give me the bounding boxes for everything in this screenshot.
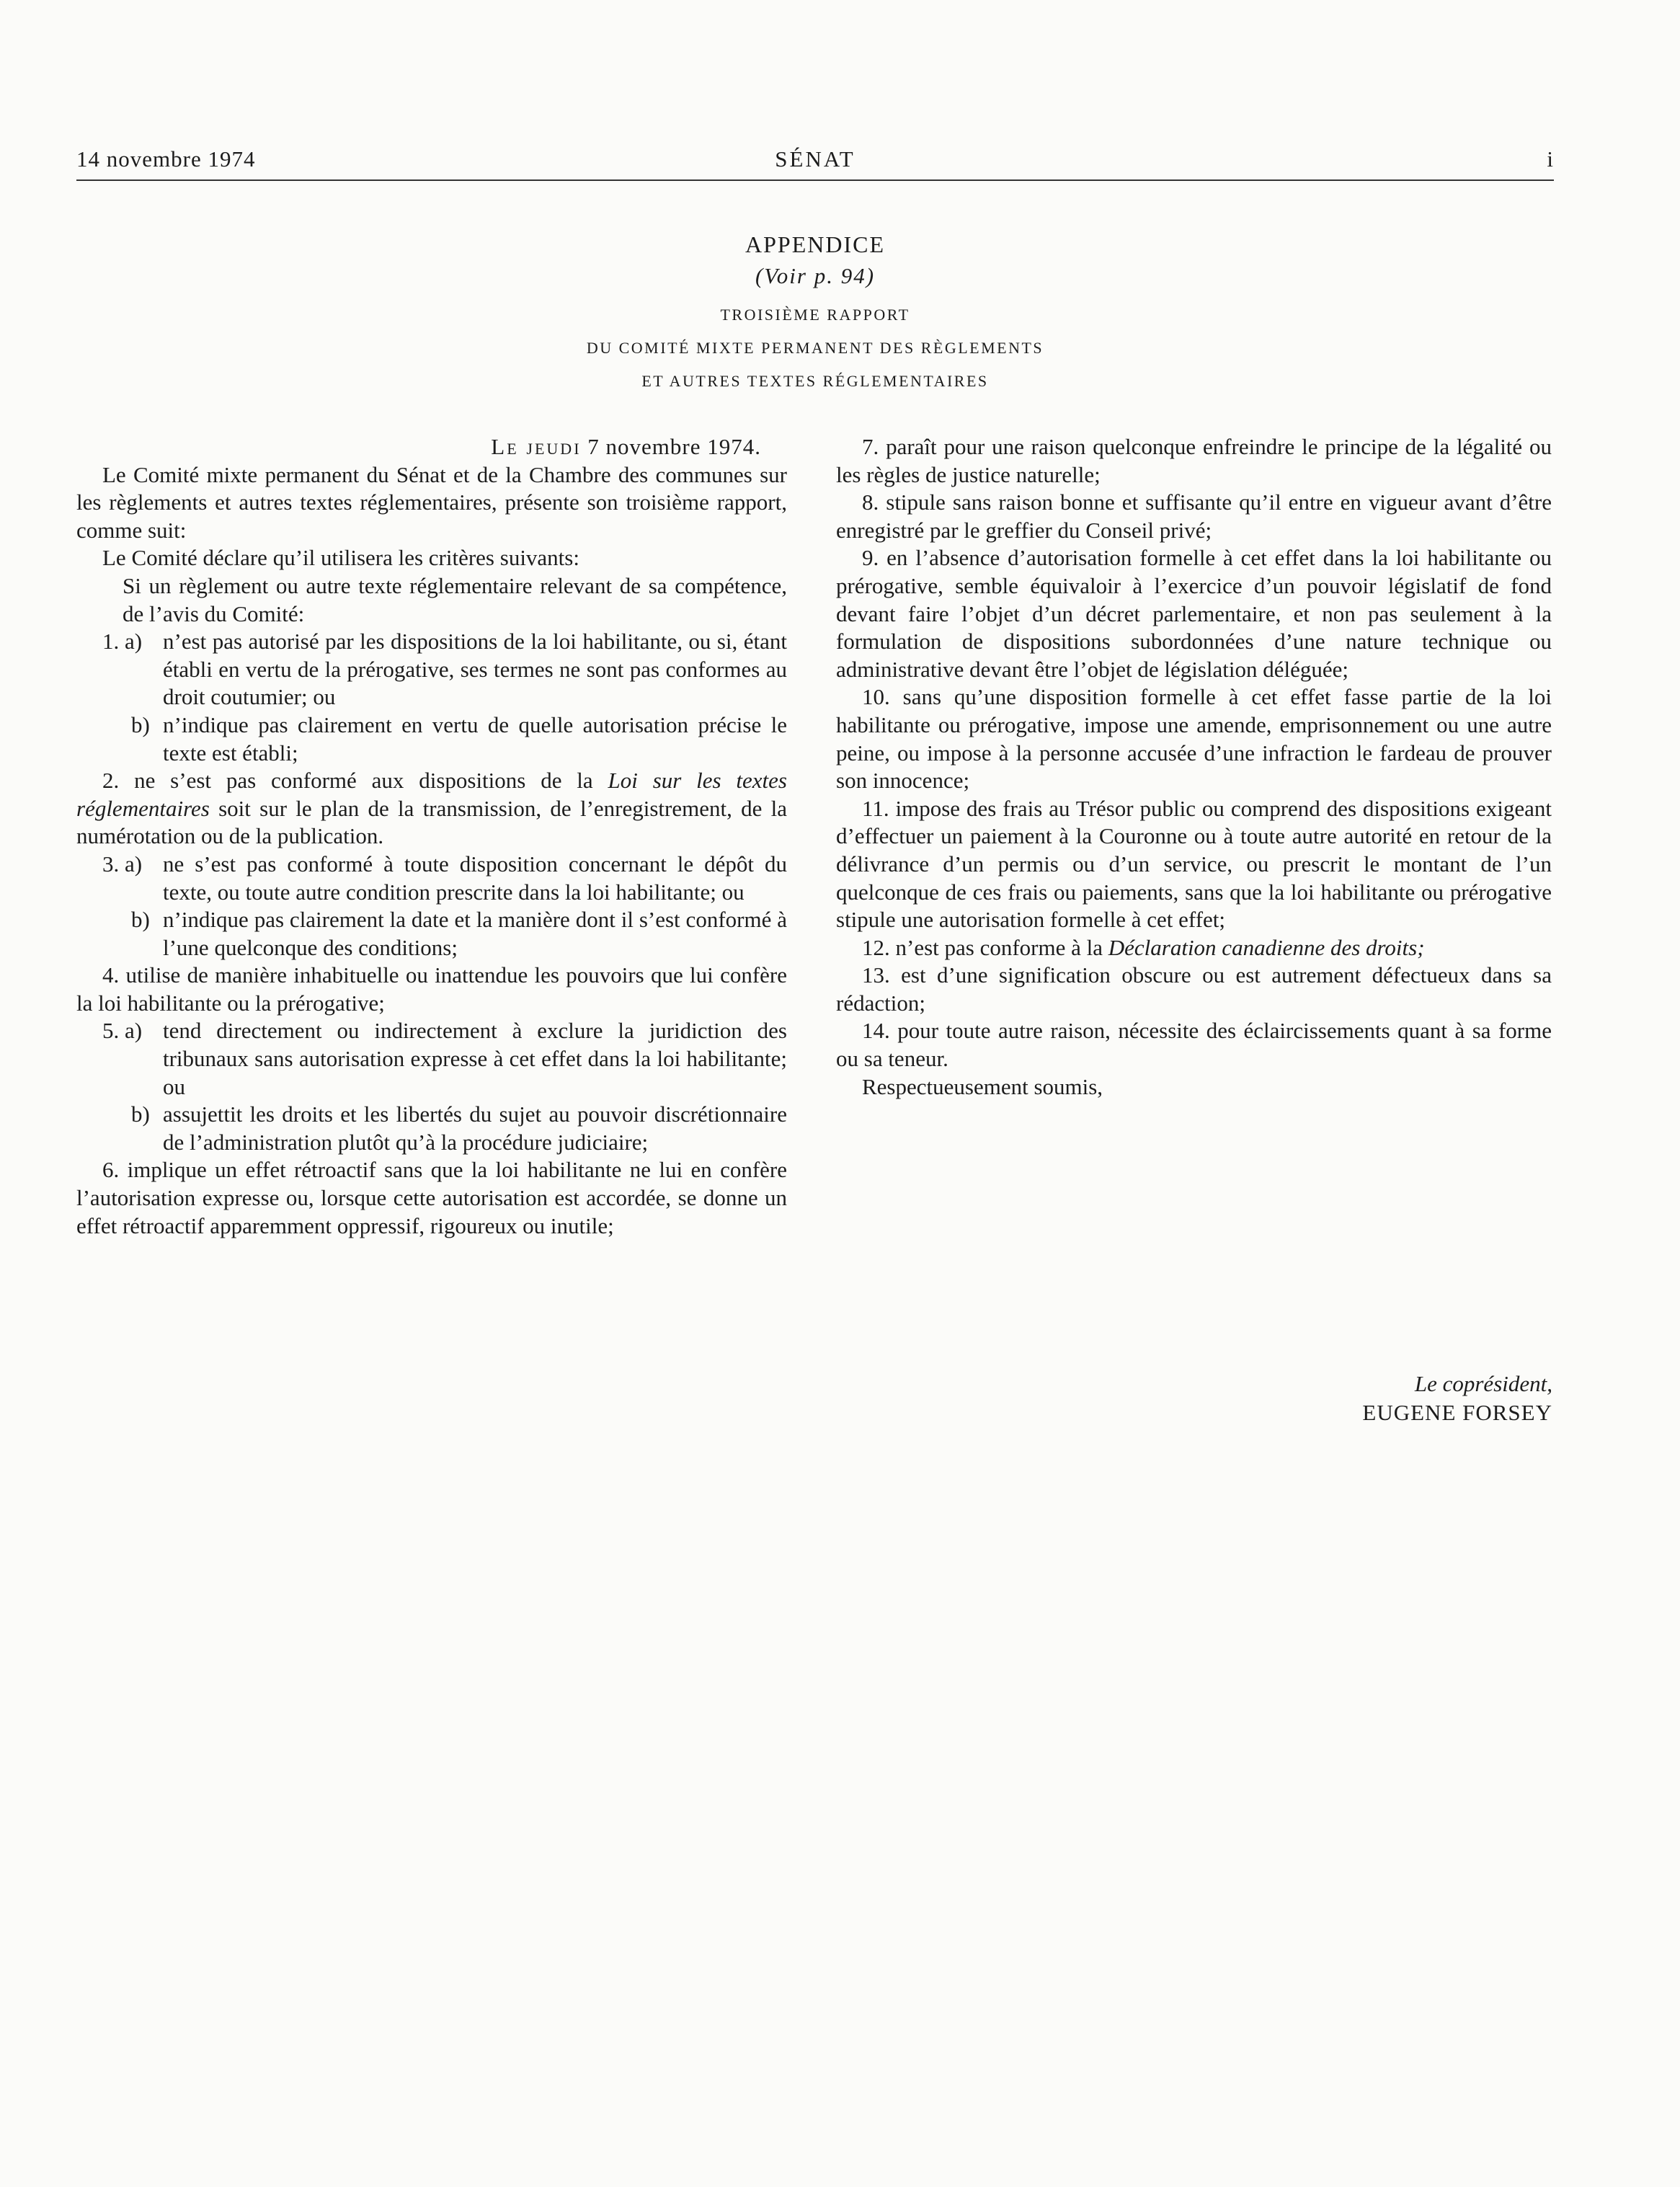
dateline bbox=[76, 433, 787, 461]
criterion-3a bbox=[76, 851, 787, 906]
criterion-3b bbox=[76, 906, 787, 962]
criterion-12 bbox=[836, 934, 1552, 962]
running-header bbox=[76, 146, 1554, 181]
criterion-2 bbox=[76, 767, 787, 851]
intro-paragraph: Le Comité mixte permanent du Sénat et de la Chambre des communes sur les règlements et autres textes réglementaires, présente son troisième rapport, comme suit: bbox=[76, 461, 787, 543]
criterion-label: b) bbox=[131, 711, 150, 737]
criterion-label: b) bbox=[131, 1101, 150, 1127]
criterion-label: b) bbox=[131, 907, 150, 933]
title-block bbox=[76, 229, 1554, 398]
criterion-9: 9. en l’absence d’autorisation formelle à cet effet dans la loi habilitante ou prérogative, semble équivaloir à l’exercice d’un pouvoir législatif de fond devant faire l’objet d’un décret parlementaire, et non pas seulement à la formulation de dispositions subordonnées d’une nature technique ou administrative devant être l’objet de législation déléguée; bbox=[836, 545, 1552, 682]
criterion-label: 5. a) bbox=[102, 1018, 143, 1044]
act-title: Loi sur les textes réglementaires bbox=[76, 768, 787, 821]
appendix-title: APPENDICE bbox=[745, 231, 885, 257]
criterion-10: 10. sans qu’une disposition formelle à cet effet fasse partie de la loi habilitante ou prérogative, impose une amende, emprisonnement ou une autre peine, ou impose à la personne accusée d’une infraction le fardeau de prouver son innocence; bbox=[836, 684, 1552, 794]
criterion-text: n’est pas autorisé par les dispositions de la loi habilitante, ou si, étant établi en vertu de la prérogative, ses termes ne sont pas conformes au droit coutumier; ou bbox=[163, 629, 787, 710]
criterion-text: n’indique pas clairement la date et la manière dont il s’est conformé à l’une quelconque des conditions; bbox=[163, 907, 787, 960]
signatory-name: EUGENE FORSEY bbox=[1362, 1400, 1552, 1425]
criterion-text: 2. ne s’est pas conformé aux dispositions de la bbox=[102, 768, 608, 794]
dateline-day: Le jeudi bbox=[491, 434, 582, 459]
criterion-text: soit sur le plan de la transmission, de l’enregistrement, de la numérotation ou de la publication. bbox=[76, 795, 787, 849]
criterion-text: n’indique pas clairement en vertu de quelle autorisation précise le texte est établi; bbox=[163, 711, 787, 766]
header-chamber: SÉNAT bbox=[775, 146, 855, 172]
report-title-line-2: DU COMITÉ MIXTE PERMANENT DES RÈGLEMENTS bbox=[586, 339, 1044, 357]
criterion-5b bbox=[76, 1101, 787, 1156]
criterion-text: ne s’est pas conformé à toute disposition concernant le dépôt du texte, ou toute autre condition prescrite dans la loi habilitante; ou bbox=[163, 851, 787, 905]
criteria-condition: Si un règlement ou autre texte réglementaire relevant de sa compétence, de l’avis du Comité: bbox=[123, 572, 787, 626]
criterion-1a bbox=[76, 628, 787, 711]
report-title-line-3: ET AUTRES TEXTES RÉGLEMENTAIRES bbox=[641, 372, 989, 390]
header-date: 14 novembre 1974 bbox=[76, 146, 256, 172]
criterion-14: 14. pour toute autre raison, nécessite des éclaircissements quant à sa forme ou sa teneur. bbox=[836, 1018, 1552, 1072]
signatory-role: Le coprésident, bbox=[1414, 1371, 1552, 1396]
criterion-13: 13. est d’une signification obscure ou est autrement défectueux dans sa rédaction; bbox=[836, 962, 1552, 1016]
report-title-line-1: TROISIÈME RAPPORT bbox=[720, 306, 910, 324]
header-page-number: i bbox=[1547, 146, 1554, 172]
criterion-5a bbox=[76, 1017, 787, 1101]
criterion-text: tend directement ou indirectement à exclure la juridiction des tribunaux sans autorisation expresse à cet effet dans la loi habilitante; ou bbox=[163, 1018, 787, 1099]
signature-block bbox=[1362, 1370, 1552, 1427]
criterion-7: 7. paraît pour une raison quelconque enfreindre le principe de la légalité ou les règles de justice naturelle; bbox=[836, 434, 1552, 487]
page-reference: (Voir p. 94) bbox=[755, 263, 876, 288]
criterion-text: assujettit les droits et les libertés du sujet au pouvoir discrétionnaire de l’administration plutôt qu’à la procédure judiciaire; bbox=[163, 1101, 787, 1155]
criterion-8: 8. stipule sans raison bonne et suffisante qu’il entre en vigueur avant d’être enregistré par le greffier du Conseil privé; bbox=[836, 489, 1552, 543]
left-column bbox=[76, 433, 787, 1240]
right-column bbox=[836, 433, 1552, 1101]
criterion-1b bbox=[76, 711, 787, 767]
criterion-6: 6. implique un effet rétroactif sans que la loi habilitante ne lui en confère l’autorisation expresse ou, lorsque cette autorisation est accordée, se donne un effet rétroactif apparemment oppressif, rigoureux ou inutile; bbox=[76, 1157, 787, 1238]
criterion-11: 11. impose des frais au Trésor public ou comprend des dispositions exigeant d’effectuer un paiement à la Couronne ou à toute autre autorité en retour de la délivrance d’un permis ou d’un service, ou prescrit le montant de l’un quelconque de ces frais ou paiements, sans que la loi habilitante ou prérogative stipule une autorisation formelle à cet effet; bbox=[836, 795, 1552, 933]
criterion-text: 12. n’est pas conforme à la bbox=[862, 934, 1108, 960]
act-title: Déclaration canadienne des droits; bbox=[1108, 934, 1425, 960]
dateline-date: 7 novembre 1974. bbox=[587, 434, 761, 459]
criterion-label: 1. a) bbox=[102, 629, 143, 655]
criterion-label: 3. a) bbox=[102, 851, 143, 877]
criteria-statement: Le Comité déclare qu’il utilisera les critères suivants: bbox=[102, 545, 579, 571]
closing-line: Respectueusement soumis, bbox=[862, 1073, 1103, 1099]
criterion-4: 4. utilise de manière inhabituelle ou inattendue les pouvoirs que lui confère la loi habilitante ou la prérogative; bbox=[76, 962, 787, 1016]
